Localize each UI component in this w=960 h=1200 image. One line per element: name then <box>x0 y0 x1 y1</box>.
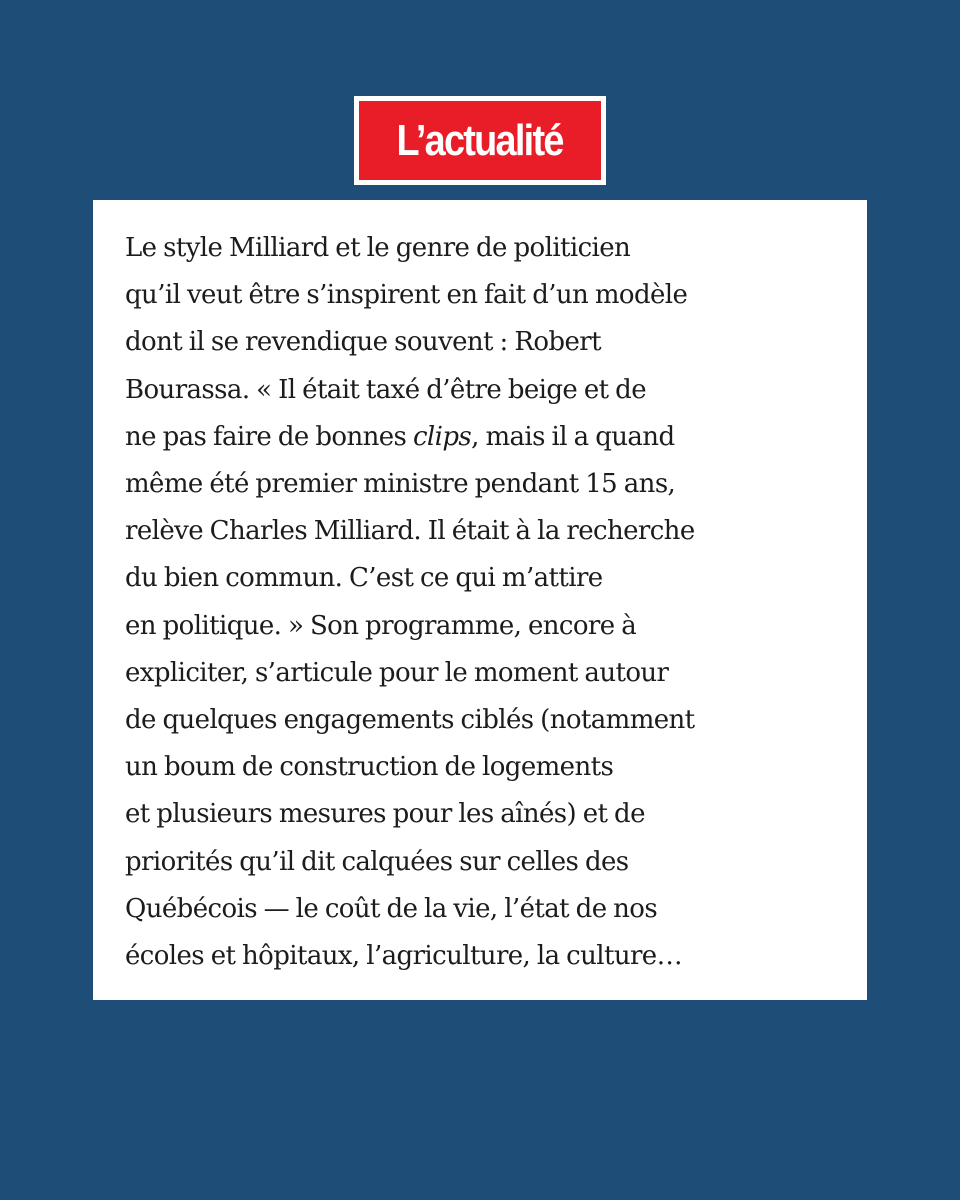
excerpt-paragraph <box>125 225 845 980</box>
excerpt-card <box>93 200 867 1000</box>
excerpt-line: et plusieurs mesures pour les aînés) et de <box>125 799 645 830</box>
excerpt-line: qu’il veut être s’inspirent en fait d’un modèle <box>125 280 688 311</box>
excerpt-italic-word: clips <box>412 421 472 452</box>
excerpt-line <box>125 414 845 461</box>
logo-badge <box>359 101 601 180</box>
logo-text: L’actualité <box>396 115 564 165</box>
excerpt-line-after: , mais il a quand <box>471 421 675 452</box>
excerpt-line: Le style Milliard et le genre de politicien <box>125 233 631 263</box>
excerpt-line: priorités qu’il dit calquées sur celles des <box>125 846 629 877</box>
excerpt-line: Québécois — le coût de la vie, l’état de nos <box>125 893 658 924</box>
excerpt-line: un boum de construction de logements <box>125 752 614 783</box>
excerpt-line: relève Charles Milliard. Il était à la recherche <box>125 516 695 547</box>
publication-logo <box>354 96 606 185</box>
excerpt-line: même été premier ministre pendant 15 ans, <box>125 469 676 500</box>
excerpt-line: écoles et hôpitaux, l’agriculture, la culture… <box>125 941 682 972</box>
excerpt-line: en politique. » Son programme, encore à <box>125 610 637 641</box>
excerpt-line: de quelques engagements ciblés (notamment <box>125 705 695 736</box>
excerpt-line: du bien commun. C’est ce qui m’attire <box>125 563 603 594</box>
excerpt-line: dont il se revendique souvent : Robert <box>125 327 601 358</box>
excerpt-line: Bourassa. « Il était taxé d’être beige et de <box>125 374 646 405</box>
excerpt-line-before: ne pas faire de bonnes <box>125 421 413 452</box>
excerpt-line: expliciter, s’articule pour le moment autour <box>125 657 669 688</box>
